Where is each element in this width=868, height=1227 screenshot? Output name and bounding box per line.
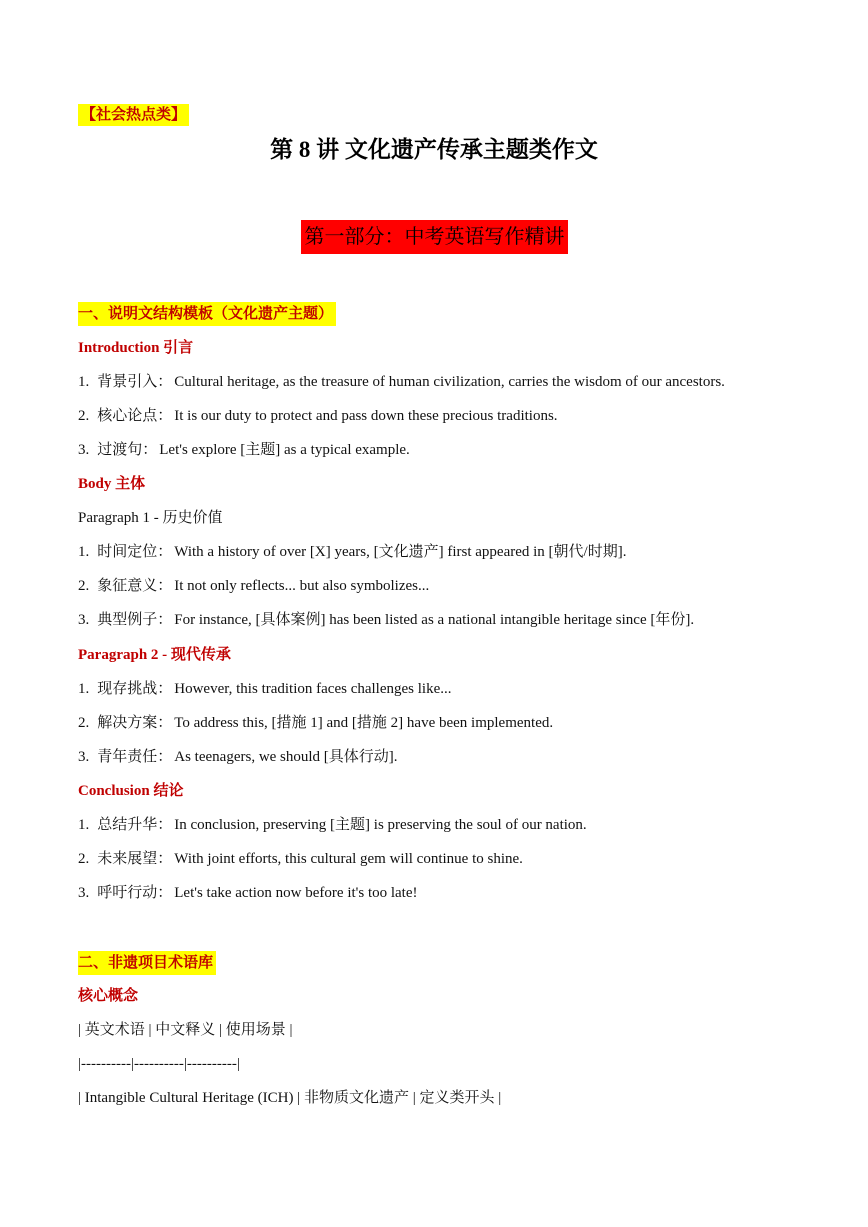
section-heading-structure: 一、说明文结构模板（文化遗产主题）	[78, 302, 336, 326]
part-heading: 第一部分：中考英语写作精讲	[301, 220, 568, 254]
para2-line-1: 1. 现存挑战： However, this tradition faces challenges like...	[78, 681, 452, 697]
conclusion-line-3: 3. 呼吁行动： Let's take action now before it's too late!	[78, 885, 418, 901]
terms-table-divider: |----------|----------|----------|	[78, 1056, 240, 1072]
conclusion-line-1: 1. 总结升华： In conclusion, preserving [主题] is preserving the soul of our nation.	[78, 817, 587, 833]
terms-table-row: | Intangible Cultural Heritage (ICH) | 非物质文化遗产 | 定义类开头 |	[78, 1090, 502, 1106]
intro-line-3: 3. 过渡句： Let's explore [主题] as a typical example.	[78, 442, 410, 458]
para2-line-2: 2. 解决方案： To address this, [措施 1] and [措施 2] have been implemented.	[78, 715, 554, 731]
section-heading-terms: 二、非遗项目术语库	[78, 951, 216, 975]
para1-line-2: 2. 象征意义： It not only reflects... but also symbolizes...	[78, 578, 430, 594]
conclusion-line-2: 2. 未来展望： With joint efforts, this cultural gem will continue to shine.	[78, 851, 523, 867]
category-tag: 【社会热点类】	[78, 104, 189, 126]
para1-line-3: 3. 典型例子： For instance, [具体案例] has been listed as a national intangible heritage since [年份].	[78, 612, 695, 628]
para1-line-1: 1. 时间定位： With a history of over [X] years, [文化遗产] first appeared in [朝代/时期].	[78, 544, 627, 560]
intro-line-2: 2. 核心论点： It is our duty to protect and pass down these precious traditions.	[78, 408, 558, 424]
paragraph2-heading: Paragraph 2 - 现代传承	[78, 647, 231, 663]
page-title: 第 8 讲 文化遗产传承主题类作文	[270, 137, 598, 162]
conclusion-heading: Conclusion 结论	[78, 783, 184, 799]
intro-line-1: 1. 背景引入： Cultural heritage, as the treasure of human civilization, carries the wisdom of our ancestors.	[78, 374, 725, 390]
terms-table-header: | 英文术语 | 中文释义 | 使用场景 |	[78, 1022, 293, 1038]
core-concepts-heading: 核心概念	[78, 988, 139, 1004]
paragraph1-heading: Paragraph 1 - 历史价值	[78, 510, 223, 526]
body-heading: Body 主体	[78, 476, 146, 492]
para2-line-3: 3. 青年责任： As teenagers, we should [具体行动].	[78, 749, 398, 765]
introduction-heading: Introduction 引言	[78, 340, 194, 356]
